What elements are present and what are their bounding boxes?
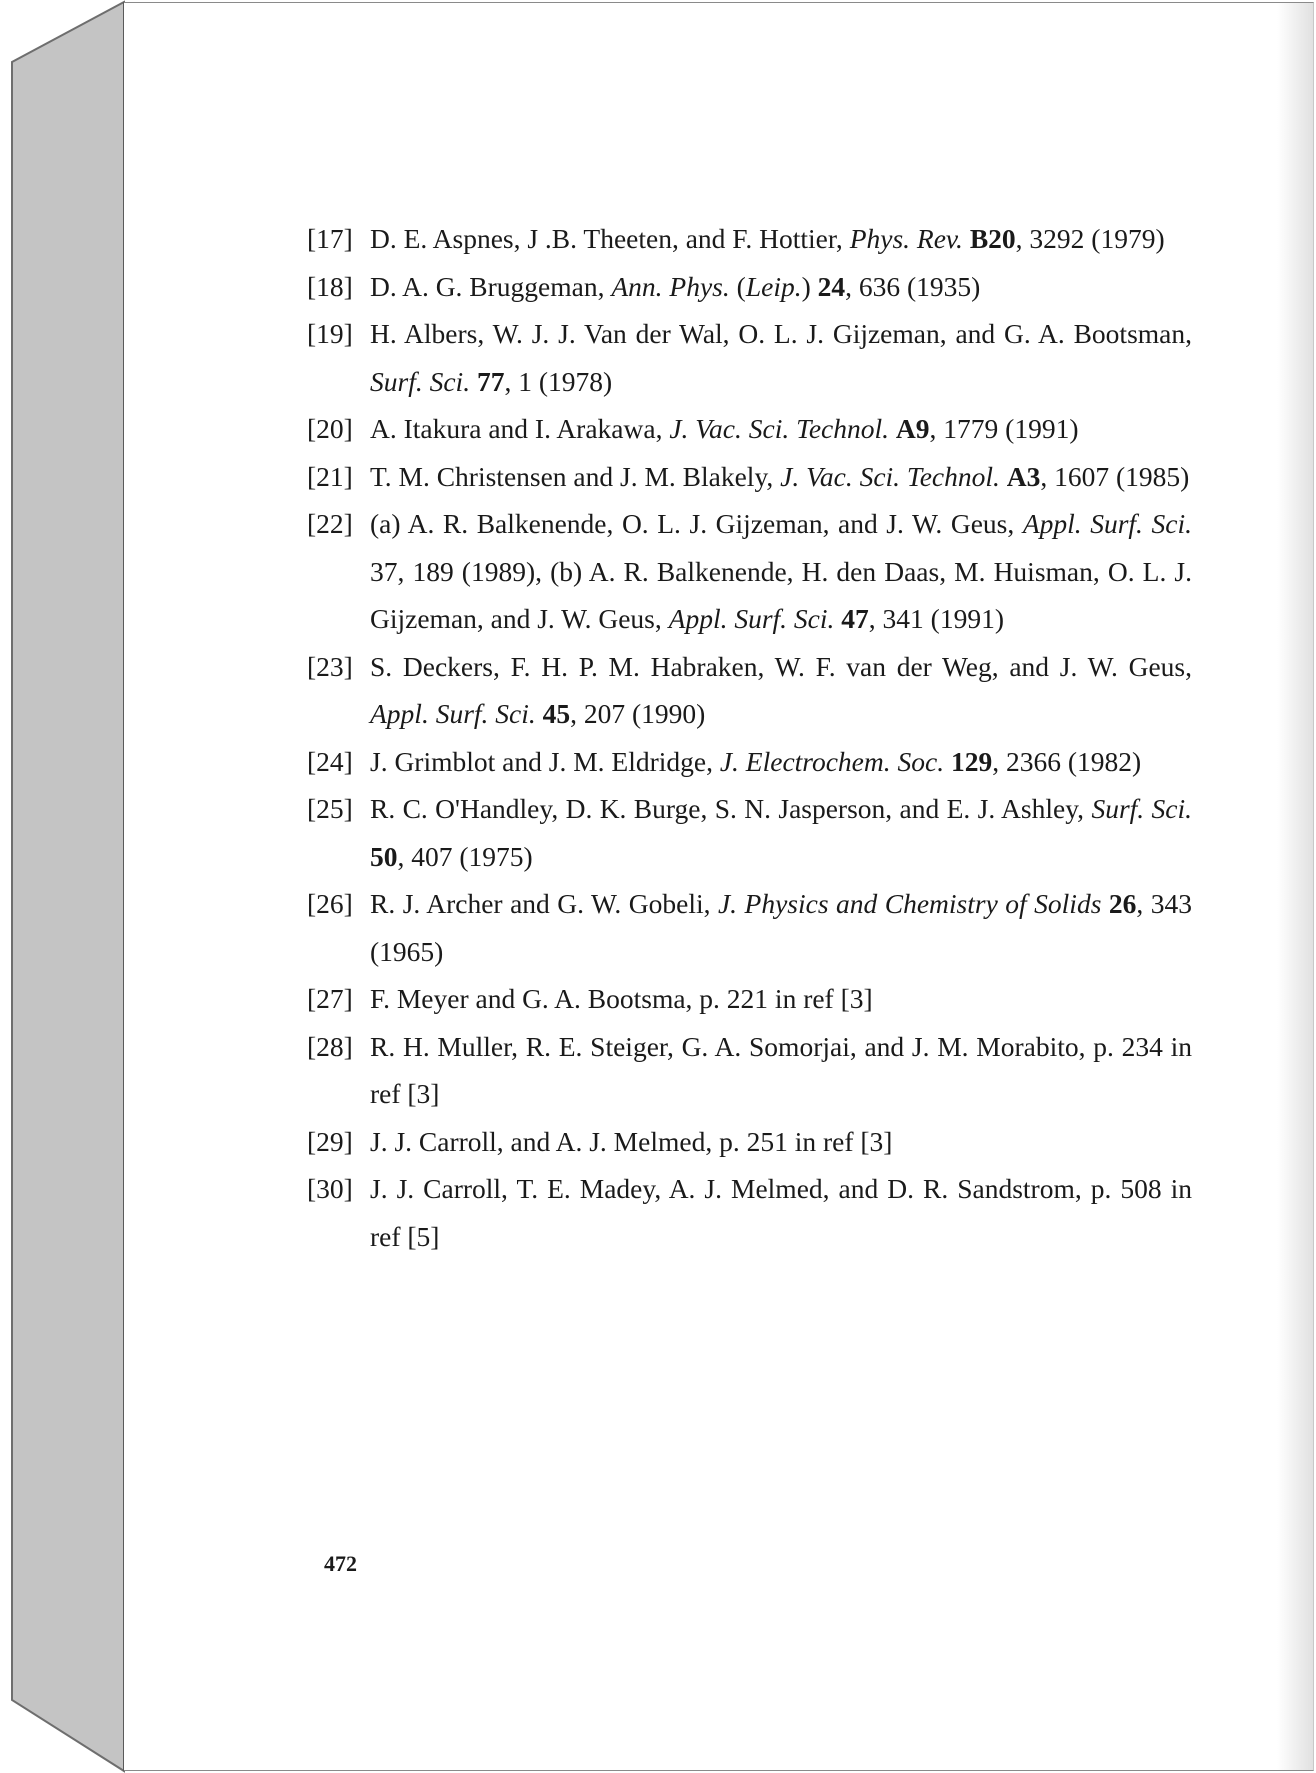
reference-segment: J. J. Carroll, and A. J. Melmed, p. 251 in ref [3] (370, 1125, 893, 1157)
reference-number: [17] (307, 223, 353, 254)
reference-segment: H. Albers, W. J. J. Van der Wal, O. L. J. Gijzeman, and G. A. Bootsman, (370, 318, 1192, 349)
volume-number: B20 (969, 223, 1016, 254)
reference-item (307, 263, 1192, 311)
book-page (124, 2, 1314, 1771)
reference-number: [26] (307, 888, 353, 919)
reference-item (307, 1165, 1192, 1260)
volume-number: 45 (542, 698, 571, 729)
reference-number: [21] (307, 460, 353, 492)
volume-number: 26 (1108, 888, 1137, 919)
reference-number: [22] (307, 508, 353, 539)
reference-text (370, 461, 1189, 492)
reference-segment: ) (801, 270, 818, 302)
reference-number: [27] (307, 983, 353, 1014)
reference-segment: , 1 (1978) (504, 365, 613, 397)
reference-number: [30] (307, 1173, 353, 1204)
reference-segment: , 207 (1990) (570, 698, 706, 729)
reference-text (370, 651, 1192, 730)
reference-item (307, 1023, 1192, 1118)
reference-segment (536, 698, 543, 729)
reference-segment: R. J. Archer and G. W. Gobeli, (370, 888, 718, 919)
volume-number: 24 (817, 270, 846, 302)
reference-item (307, 975, 1192, 1023)
reference-item (307, 785, 1192, 880)
reference-segment: , 1779 (1991) (929, 413, 1079, 444)
reference-item (307, 215, 1192, 263)
journal-name: Appl. Surf. Sci. (1022, 508, 1192, 539)
journal-name: Appl. Surf. Sci. (668, 603, 835, 634)
reference-text (370, 746, 1141, 777)
journal-name: J. Physics and Chemistry of Solids (717, 888, 1102, 919)
reference-text (370, 1126, 892, 1157)
reference-item (307, 738, 1192, 786)
reference-text (370, 793, 1192, 872)
reference-segment: T. M. Christensen and J. M. Blakely, (370, 460, 781, 492)
reference-text (370, 508, 1192, 634)
reference-number: [24] (307, 745, 353, 777)
reference-number: [23] (307, 650, 353, 682)
page-edge-shadow (1277, 3, 1313, 1770)
reference-segment: , 3292 (1979) (1015, 223, 1165, 254)
reference-segment: R. H. Muller, R. E. Steiger, G. A. Somorjai, and J. M. Morabito, p. 234 in ref [3] (370, 1030, 1192, 1109)
reference-text (370, 1031, 1192, 1110)
journal-name: Appl. Surf. Sci. (370, 698, 536, 729)
reference-segment: A. Itakura and I. Arakawa, (370, 413, 670, 444)
journal-name: Surf. Sci. (1091, 793, 1192, 824)
reference-segment (1000, 461, 1007, 492)
reference-number: [28] (307, 1030, 353, 1062)
reference-segment (1101, 888, 1108, 919)
reference-segment (889, 413, 896, 444)
reference-item (307, 405, 1192, 453)
journal-name: Phys. Rev. (849, 223, 963, 254)
reference-segment: , 341 (1991) (868, 603, 1004, 634)
volume-number: 77 (476, 365, 505, 397)
journal-name: Ann. Phys. (611, 270, 730, 302)
reference-segment: S. Deckers, F. H. P. M. Habraken, W. F. van der Weg, and J. W. Geus, (370, 650, 1192, 682)
reference-item (307, 453, 1192, 501)
reference-segment: F. Meyer and G. A. Bootsma, p. 221 in ref [3] (370, 983, 873, 1014)
reference-segment: ( (729, 270, 746, 302)
volume-number: A9 (895, 413, 930, 444)
reference-number: [29] (307, 1125, 353, 1157)
journal-name: J. Vac. Sci. Technol. (669, 413, 890, 444)
reference-number: [19] (307, 318, 353, 349)
reference-number: [18] (307, 270, 353, 302)
reference-segment: , 407 (1975) (397, 840, 533, 872)
reference-segment: D. A. G. Bruggeman, (370, 270, 612, 302)
reference-item (307, 310, 1192, 405)
reference-segment: J. Grimblot and J. M. Eldridge, (370, 745, 720, 777)
journal-name: J. Electrochem. Soc. (719, 745, 945, 777)
reference-item (307, 1118, 1192, 1166)
reference-text (370, 983, 873, 1014)
reference-item (307, 500, 1192, 643)
reference-segment: R. C. O'Handley, D. K. Burge, S. N. Jasperson, and E. J. Ashley, (370, 793, 1092, 824)
reference-text (370, 413, 1079, 444)
reference-number: [25] (307, 793, 353, 824)
reference-segment (963, 223, 970, 254)
journal-name: Surf. Sci. (370, 365, 471, 397)
journal-name: J. Vac. Sci. Technol. (780, 460, 1000, 492)
reference-list (307, 215, 1192, 1260)
reference-text (370, 223, 1165, 254)
volume-number: A3 (1006, 460, 1041, 492)
reference-segment: , 636 (1935) (845, 270, 981, 302)
reference-text (370, 888, 1192, 967)
reference-segment: , 1607 (1985) (1040, 460, 1190, 492)
reference-segment: D. E. Aspnes, J .B. Theeten, and F. Hottier, (370, 223, 850, 254)
volume-number: 129 (950, 745, 993, 777)
reference-item (307, 880, 1192, 975)
volume-number: 50 (370, 840, 398, 872)
reference-segment: J. J. Carroll, T. E. Madey, A. J. Melmed, and D. R. Sandstrom, p. 508 in ref [5] (370, 1173, 1192, 1252)
reference-number: [20] (307, 413, 353, 444)
journal-name: Leip. (745, 270, 802, 302)
reference-segment: , 2366 (1982) (992, 745, 1142, 777)
reference-text (370, 1173, 1192, 1252)
reference-item (307, 643, 1192, 738)
reference-segment: 37, 189 (1989), (b) A. R. Balkenende, H. den Daas, M. Huisman, O. L. J. Gijzeman, and J. W. Geus, (370, 555, 1192, 634)
volume-number: 47 (841, 603, 869, 634)
reference-text (370, 271, 980, 302)
reference-segment (470, 366, 477, 397)
reference-segment: (a) A. R. Balkenende, O. L. J. Gijzeman, and J. W. Geus, (370, 508, 1023, 539)
reference-text (370, 318, 1192, 397)
reference-segment (944, 746, 951, 777)
reference-segment: , 343 (1965) (370, 888, 1192, 967)
page-number: 472 (324, 1551, 357, 1576)
